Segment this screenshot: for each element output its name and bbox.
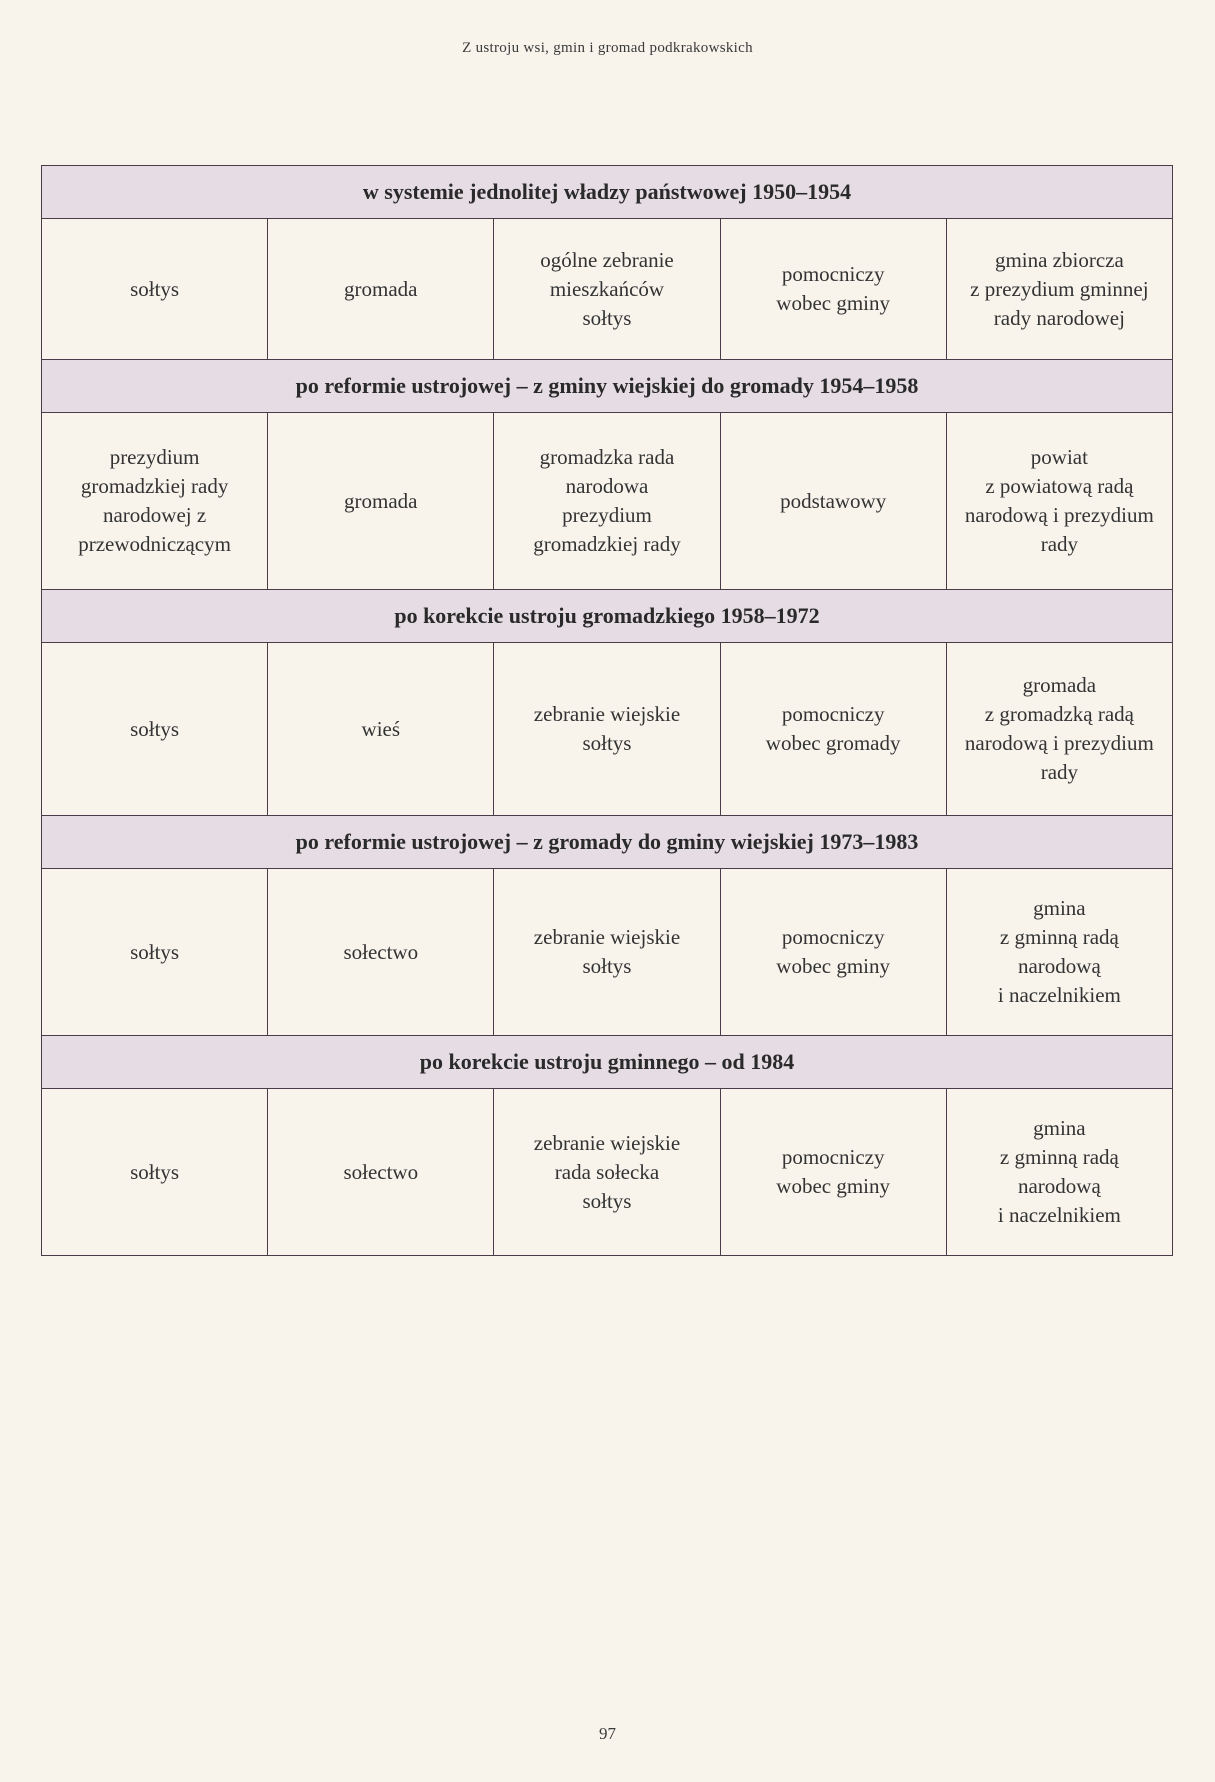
table-cell bbox=[720, 413, 946, 590]
table-body bbox=[42, 166, 1173, 1256]
cell-text-line: sołtys bbox=[130, 276, 180, 301]
table-cell bbox=[268, 1089, 494, 1256]
table-cell bbox=[268, 869, 494, 1036]
table-cell bbox=[42, 1089, 268, 1256]
table-cell bbox=[494, 869, 720, 1036]
cell-text-line: z gminną radą bbox=[999, 1145, 1119, 1169]
cell-text-line: gromadzkiej rady bbox=[533, 532, 681, 556]
cell-text-line: wobec gromady bbox=[765, 731, 901, 755]
cell-text-line: z gromadzką radą bbox=[984, 702, 1134, 726]
cell-text-line: sołtys bbox=[582, 731, 632, 755]
table-cell bbox=[494, 1089, 720, 1256]
table-row bbox=[42, 413, 1173, 590]
cell-text-line: zebranie wiejskie bbox=[533, 925, 681, 949]
table-cell bbox=[494, 643, 720, 816]
cell-text-line: narodową bbox=[1017, 954, 1101, 978]
table-cell bbox=[494, 219, 720, 360]
cell-text-line: podstawowy bbox=[780, 488, 887, 513]
cell-text-line: sołtys bbox=[130, 1159, 180, 1184]
table-cell bbox=[720, 219, 946, 360]
cell-text-line: sołtys bbox=[582, 954, 632, 978]
section-heading: po reformie ustrojowej – z gminy wiejskiej do gromady 1954–1958 bbox=[42, 360, 1173, 413]
cell-text-line: narodowej z bbox=[102, 503, 207, 527]
cell-text-line: zebranie wiejskie bbox=[533, 1130, 681, 1155]
section-heading-row bbox=[42, 360, 1173, 413]
cell-text-line: ogólne zebranie bbox=[540, 247, 674, 272]
cell-text-line: sołtys bbox=[582, 305, 632, 330]
section-heading-row bbox=[42, 1036, 1173, 1089]
cell-text-line: rada sołecka bbox=[554, 1159, 660, 1184]
section-heading-row bbox=[42, 816, 1173, 869]
table-cell bbox=[946, 643, 1172, 816]
cell-text-line: sołectwo bbox=[343, 939, 419, 964]
table-cell bbox=[720, 1089, 946, 1256]
cell-text-line: z prezydium gminnej bbox=[970, 276, 1149, 301]
cell-text-line: powiat bbox=[1030, 445, 1088, 469]
section-heading: po korekcie ustroju gromadzkiego 1958–1972 bbox=[42, 590, 1173, 643]
cell-text-line: pomocniczy bbox=[781, 262, 885, 286]
cell-text-line: przewodniczącym bbox=[78, 532, 231, 556]
cell-text-line: sołtys bbox=[130, 716, 180, 741]
cell-text-line: sołtys bbox=[582, 1188, 632, 1213]
cell-text-line: wieś bbox=[361, 716, 401, 741]
table-cell bbox=[946, 219, 1172, 360]
section-heading-row bbox=[42, 590, 1173, 643]
cell-text-line: narodową bbox=[1017, 1174, 1101, 1198]
cell-text-line: gmina zbiorcza bbox=[994, 247, 1124, 272]
cell-text-line: gmina bbox=[1033, 1116, 1086, 1140]
cell-text-line: pomocniczy bbox=[781, 702, 885, 726]
cell-text-line: gromada bbox=[344, 488, 418, 513]
table-cell bbox=[946, 413, 1172, 590]
cell-text-line: gromada bbox=[1022, 673, 1097, 697]
table-row bbox=[42, 869, 1173, 1036]
cell-text-line: sołtys bbox=[130, 939, 180, 964]
section-heading: w systemie jednolitej władzy państwowej 1950–1954 bbox=[42, 166, 1173, 219]
cell-text-line: i naczelnikiem bbox=[997, 983, 1121, 1007]
cell-text-line: wobec gminy bbox=[776, 291, 891, 315]
cell-text-line: gmina bbox=[1033, 896, 1086, 920]
cell-text-line: z gminną radą bbox=[999, 925, 1119, 949]
cell-text-line: gromadzkiej rady bbox=[80, 474, 229, 498]
cell-text-line: prezydium bbox=[562, 503, 652, 527]
table-cell bbox=[42, 219, 268, 360]
table-cell bbox=[268, 643, 494, 816]
cell-text-line: sołectwo bbox=[343, 1159, 419, 1184]
cell-text-line: gromada bbox=[344, 276, 418, 301]
cell-text-line: rady narodowej bbox=[993, 305, 1125, 330]
table-cell bbox=[720, 869, 946, 1036]
cell-text-line: mieszkańców bbox=[549, 276, 665, 301]
table-cell bbox=[268, 219, 494, 360]
table-cell bbox=[720, 643, 946, 816]
cell-text-line: rady bbox=[1040, 760, 1079, 784]
cell-text-line: wobec gminy bbox=[776, 954, 891, 978]
table-row bbox=[42, 219, 1173, 360]
cell-text-line: rady bbox=[1040, 532, 1079, 556]
cell-text-line: pomocniczy bbox=[781, 925, 885, 949]
table-cell bbox=[946, 1089, 1172, 1256]
cell-text-line: narodową i prezydium bbox=[964, 503, 1154, 527]
section-heading-row bbox=[42, 166, 1173, 219]
running-head: Z ustroju wsi, gmin i gromad podkrakowskich bbox=[462, 40, 753, 56]
table-cell bbox=[42, 413, 268, 590]
cell-text-line: narodowa bbox=[565, 474, 649, 498]
cell-text-line: gromadzka rada bbox=[539, 445, 675, 469]
cell-text-line: i naczelnikiem bbox=[997, 1203, 1121, 1227]
table-cell bbox=[268, 413, 494, 590]
structure-table bbox=[41, 165, 1173, 1256]
section-heading: po reformie ustrojowej – z gromady do gminy wiejskiej 1973–1983 bbox=[42, 816, 1173, 869]
cell-text-line: zebranie wiejskie bbox=[533, 702, 681, 726]
table-cell bbox=[494, 413, 720, 590]
cell-text-line: pomocniczy bbox=[781, 1145, 885, 1169]
table-cell bbox=[946, 869, 1172, 1036]
cell-text-line: z powiatową radą bbox=[985, 474, 1134, 498]
table-row bbox=[42, 643, 1173, 816]
cell-text-line: prezydium bbox=[109, 445, 200, 469]
section-heading: po korekcie ustroju gminnego – od 1984 bbox=[42, 1036, 1173, 1089]
table-row bbox=[42, 1089, 1173, 1256]
cell-text-line: wobec gminy bbox=[776, 1174, 891, 1198]
table-cell bbox=[42, 869, 268, 1036]
structure-table-container bbox=[41, 165, 1173, 1256]
page-number: 97 bbox=[599, 1724, 616, 1743]
cell-text-line: narodową i prezydium bbox=[964, 731, 1154, 755]
table-cell bbox=[42, 643, 268, 816]
